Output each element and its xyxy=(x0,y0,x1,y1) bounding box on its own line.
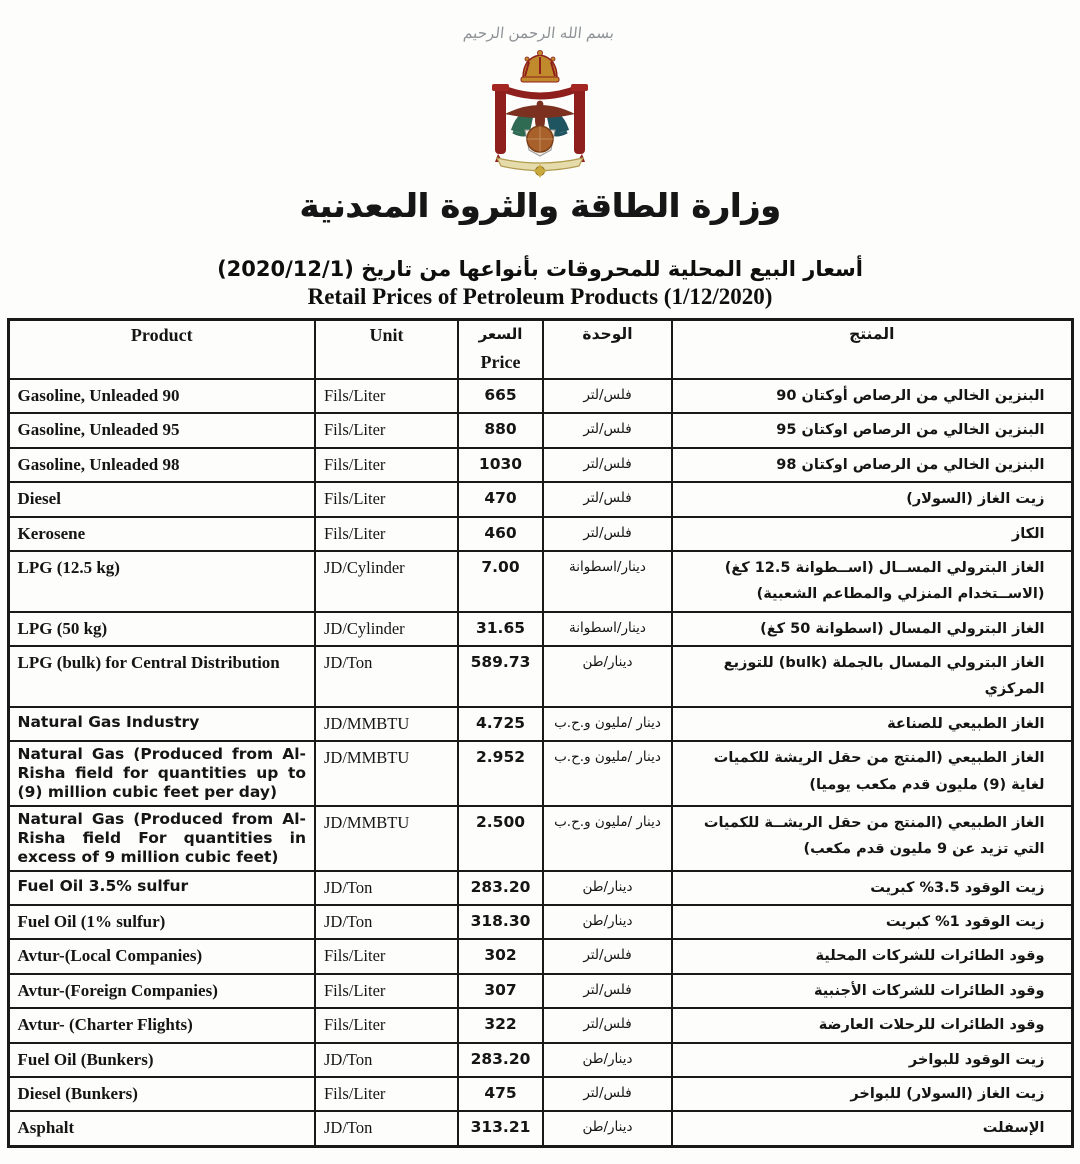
table-row xyxy=(8,517,1072,551)
cell-product-ar: وقود الطائرات للشركات الأجنبية xyxy=(672,974,1072,1008)
table-row xyxy=(8,806,1072,871)
cell-product-ar: الكاز xyxy=(672,517,1072,551)
cell-unit-en: Fils/Liter xyxy=(315,413,458,447)
bismillah-calligraphy: بسم الله الرحمن الرحيم xyxy=(462,24,616,42)
cell-product-ar: البنزين الخالي من الرصاص أوكتان 90 xyxy=(672,379,1072,413)
table-row xyxy=(8,1077,1072,1111)
coat-of-arms-icon xyxy=(465,46,615,178)
cell-product-ar: البنزين الخالي من الرصاص اوكتان 98 xyxy=(672,448,1072,482)
cell-price: 31.65 xyxy=(458,612,543,646)
col-header-unit-en: Unit xyxy=(315,320,458,380)
cell-price: 307 xyxy=(458,974,543,1008)
cell-unit-ar: فلس/لتر xyxy=(543,974,672,1008)
cell-price: 283.20 xyxy=(458,1043,543,1077)
col-header-price-english: Price xyxy=(480,352,521,372)
cell-unit-en: JD/MMBTU xyxy=(315,806,458,871)
table-row xyxy=(8,1043,1072,1077)
table-row xyxy=(8,1008,1072,1042)
cell-price: 302 xyxy=(458,939,543,973)
cell-product-en: Fuel Oil (1% sulfur) xyxy=(8,905,315,939)
cell-product-ar: الغاز البترولي المسال بالجملة (bulk) للتوزيع المركزي xyxy=(672,646,1072,707)
table-row xyxy=(8,974,1072,1008)
cell-product-en: Gasoline, Unleaded 95 xyxy=(8,413,315,447)
table-row xyxy=(8,741,1072,806)
cell-unit-ar: فلس/لتر xyxy=(543,517,672,551)
document-title-english: Retail Prices of Petroleum Products (1/12/2020) xyxy=(307,284,773,309)
cell-product-ar: زيت الوقود 1% كبريت xyxy=(672,905,1072,939)
cell-unit-en: JD/MMBTU xyxy=(315,707,458,741)
ministry-name-calligraphy: وزارة الطاقة والثروة المعدنية xyxy=(299,186,781,225)
col-header-unit-ar: الوحدة xyxy=(543,320,672,380)
cell-product-ar: وقود الطائرات للرحلات العارضة xyxy=(672,1008,1072,1042)
cell-unit-en: JD/Ton xyxy=(315,1111,458,1146)
crown-icon xyxy=(521,50,559,82)
cell-unit-ar: دينار/طن xyxy=(543,905,672,939)
table-row xyxy=(8,448,1072,482)
cell-product-en: Avtur-(Foreign Companies) xyxy=(8,974,315,1008)
table-row xyxy=(8,551,1072,612)
cell-product-en: Avtur- (Charter Flights) xyxy=(8,1008,315,1042)
col-header-price xyxy=(458,320,543,380)
cell-unit-en: Fils/Liter xyxy=(315,939,458,973)
cell-unit-en: JD/Ton xyxy=(315,905,458,939)
cell-unit-ar: دينار/طن xyxy=(543,1111,672,1146)
cell-unit-ar: فلس/لتر xyxy=(543,939,672,973)
cell-unit-ar: دينار/طن xyxy=(543,871,672,905)
cell-product-en: Diesel (Bunkers) xyxy=(8,1077,315,1111)
cell-unit-en: Fils/Liter xyxy=(315,448,458,482)
cell-product-ar: الغاز البترولي المسال (اسطوانة 50 كغ) xyxy=(672,612,1072,646)
cell-product-ar: الغاز البترولي المســال (اســطوانة 12.5 كغ)(الاســتخدام المنزلي والمطاعم الشعبية) xyxy=(672,551,1072,612)
cell-price: 475 xyxy=(458,1077,543,1111)
cell-product-en: LPG (bulk) for Central Distribution xyxy=(8,646,315,707)
cell-price: 283.20 xyxy=(458,871,543,905)
cell-product-en: LPG (50 kg) xyxy=(8,612,315,646)
cell-unit-ar: دينار /مليون و.ح.ب xyxy=(543,707,672,741)
cell-product-en: Kerosene xyxy=(8,517,315,551)
cell-product-en: Gasoline, Unleaded 98 xyxy=(8,448,315,482)
cell-unit-en: Fils/Liter xyxy=(315,974,458,1008)
cell-product-en: Avtur-(Local Companies) xyxy=(8,939,315,973)
cell-price: 665 xyxy=(458,379,543,413)
col-header-price-arabic: السعر xyxy=(478,325,523,343)
table-row xyxy=(8,482,1072,516)
cell-price: 1030 xyxy=(458,448,543,482)
table-row xyxy=(8,1111,1072,1146)
cell-unit-ar: فلس/لتر xyxy=(543,482,672,516)
cell-unit-en: JD/MMBTU xyxy=(315,741,458,806)
cell-product-ar: الغاز الطبيعي (المنتج من حقل الريشــة للكميات التي تزيد عن 9 مليون قدم مكعب) xyxy=(672,806,1072,871)
cell-product-en: Gasoline, Unleaded 90 xyxy=(8,379,315,413)
prices-table xyxy=(7,318,1074,1148)
cell-product-en: Diesel xyxy=(8,482,315,516)
cell-product-ar: الغاز الطبيعي للصناعة xyxy=(672,707,1072,741)
cell-unit-en: Fils/Liter xyxy=(315,482,458,516)
jordan-coat-of-arms xyxy=(0,46,1080,178)
table-row xyxy=(8,939,1072,973)
cell-price: 7.00 xyxy=(458,551,543,612)
cell-unit-ar: دينار /مليون و.ح.ب xyxy=(543,806,672,871)
cell-product-ar: الإسفلت xyxy=(672,1111,1072,1146)
table-row xyxy=(8,379,1072,413)
cell-price: 460 xyxy=(458,517,543,551)
cell-unit-en: Fils/Liter xyxy=(315,1077,458,1111)
cell-unit-ar: دينار/طن xyxy=(543,646,672,707)
cell-product-en: Fuel Oil (Bunkers) xyxy=(8,1043,315,1077)
cell-product-ar: وقود الطائرات للشركات المحلية xyxy=(672,939,1072,973)
cell-unit-ar: دينار/اسطوانة xyxy=(543,612,672,646)
col-header-product-ar: المنتج xyxy=(672,320,1072,380)
cell-unit-en: JD/Cylinder xyxy=(315,612,458,646)
cell-price: 2.952 xyxy=(458,741,543,806)
cell-product-en: Natural Gas (Produced from Al-Risha field For quantities in excess of 9 million cubic feet) xyxy=(8,806,315,871)
cell-unit-en: JD/Ton xyxy=(315,646,458,707)
cell-unit-en: Fils/Liter xyxy=(315,1008,458,1042)
cell-price: 4.725 xyxy=(458,707,543,741)
cell-price: 589.73 xyxy=(458,646,543,707)
cell-product-ar: زيت الغاز (السولار) xyxy=(672,482,1072,516)
cell-price: 880 xyxy=(458,413,543,447)
cell-product-ar: البنزين الخالي من الرصاص اوكتان 95 xyxy=(672,413,1072,447)
cell-unit-en: JD/Ton xyxy=(315,1043,458,1077)
cell-product-en: Natural Gas (Produced from Al-Risha field for quantities up to (9) million cubic feet per day) xyxy=(8,741,315,806)
table-row xyxy=(8,413,1072,447)
cell-price: 470 xyxy=(458,482,543,516)
cell-price: 2.500 xyxy=(458,806,543,871)
cell-price: 313.21 xyxy=(458,1111,543,1146)
cell-product-ar: زيت الوقود للبواخر xyxy=(672,1043,1072,1077)
table-row xyxy=(8,612,1072,646)
cell-unit-ar: فلس/لتر xyxy=(543,1008,672,1042)
cell-unit-ar: دينار /مليون و.ح.ب xyxy=(543,741,672,806)
cell-unit-ar: دينار/اسطوانة xyxy=(543,551,672,612)
cell-product-ar: الغاز الطبيعي (المنتج من حقل الريشة للكميات لغاية (9) مليون قدم مكعب يوميا) xyxy=(672,741,1072,806)
cell-unit-en: JD/Cylinder xyxy=(315,551,458,612)
cell-unit-en: Fils/Liter xyxy=(315,517,458,551)
cell-product-en: Natural Gas Industry xyxy=(8,707,315,741)
cell-unit-ar: فلس/لتر xyxy=(543,1077,672,1111)
cell-price: 318.30 xyxy=(458,905,543,939)
cell-unit-ar: فلس/لتر xyxy=(543,379,672,413)
table-header-row xyxy=(8,320,1072,380)
table-row xyxy=(8,707,1072,741)
table-row xyxy=(8,871,1072,905)
cell-product-ar: زيت الغاز (السولار) للبواخر xyxy=(672,1077,1072,1111)
cell-product-en: LPG (12.5 kg) xyxy=(8,551,315,612)
cell-unit-ar: فلس/لتر xyxy=(543,413,672,447)
cell-unit-en: JD/Ton xyxy=(315,871,458,905)
table-row xyxy=(8,646,1072,707)
cell-price: 322 xyxy=(458,1008,543,1042)
globe-shield-icon xyxy=(525,126,555,156)
cell-product-en: Asphalt xyxy=(8,1111,315,1146)
col-header-product-en: Product xyxy=(8,320,315,380)
document-title-arabic: أسعار البيع المحلية للمحروقات بأنواعها من تاريخ (2020/12/1) xyxy=(217,257,863,281)
cell-product-en: Fuel Oil 3.5% sulfur xyxy=(8,871,315,905)
table-row xyxy=(8,905,1072,939)
cell-unit-ar: دينار/طن xyxy=(543,1043,672,1077)
cell-product-ar: زيت الوقود 3.5% كبريت xyxy=(672,871,1072,905)
cell-unit-en: Fils/Liter xyxy=(315,379,458,413)
cell-unit-ar: فلس/لتر xyxy=(543,448,672,482)
